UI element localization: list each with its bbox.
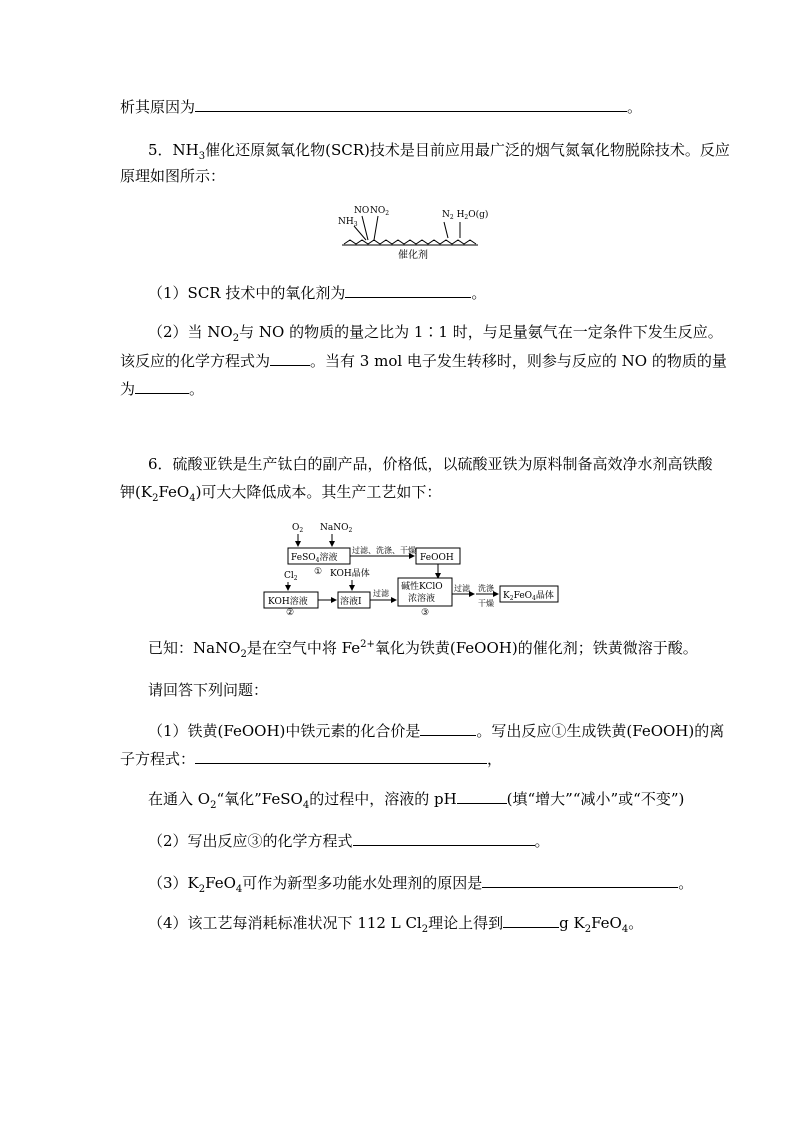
q5-part2-line3: 为 。	[120, 380, 205, 398]
q6-text-line2: 钾$(K_2FeO_4)$可大大降低成本。其生产工艺如下：	[120, 483, 442, 504]
no-label: NO	[354, 206, 370, 216]
q5-part2-line1: （2）当 $NO_2$与 NO 的物质的量之比为 1∶1 时，与足量氨气在一定条件下发生反应。	[148, 323, 723, 344]
line-suffix: 。	[627, 98, 643, 116]
q6-part1-line3: 在通入 $O_2“$氧化”FeSO$_4$的过程中，溶液的 pH (填“增大”“减小”或“不变”)	[148, 790, 685, 811]
products-label: $N_2$ $H_2O(g)$	[442, 210, 489, 221]
feso4-label: FeSO$_4$溶液	[291, 553, 338, 564]
arrow-nh3	[354, 226, 366, 240]
nano2-label: NaNO$_2$	[320, 523, 353, 534]
o2-label: $O_2$	[292, 523, 304, 534]
arrow-n2	[444, 222, 448, 238]
cl2-label: $Cl_2$	[284, 571, 298, 582]
answer-blank[interactable]	[195, 96, 627, 112]
q5-part2-line2: 该反应的化学方程式为 。当有 3 mol 电子发生转移时，则参与反应的 NO 的物质的量	[120, 352, 727, 370]
q6-part1-line2: 子方程式： ，	[120, 750, 503, 768]
kclo-label-line1: 碱性KClO	[401, 582, 443, 592]
answer-blank[interactable]	[195, 748, 487, 764]
circle-1: ①	[314, 567, 323, 577]
please-answer: 请回答下列问题：	[148, 681, 269, 699]
no2-label: $NO_2$	[370, 206, 390, 217]
kclo-label-line2: 浓溶液	[408, 594, 436, 604]
catalyst-label: 催化剂	[398, 250, 428, 261]
arrow-no2	[374, 216, 378, 240]
answer-blank[interactable]	[482, 872, 678, 888]
koh-solution-label: KOH溶液	[268, 597, 308, 607]
answer-blank[interactable]	[135, 378, 189, 394]
q6-part4: （4）该工艺每消耗标准状况下 112 L $Cl_2$理论上得到 g $K_2FeO_4$。	[148, 914, 644, 935]
filter2-label: 过滤	[454, 584, 470, 593]
answer-blank[interactable]	[345, 282, 471, 298]
q6-part1-line1: （1）铁黄(FeOOH)中铁元素的化合价是 。写出反应①生成铁黄(FeOOH)的离	[148, 722, 725, 740]
answer-blank[interactable]	[503, 912, 559, 928]
koh-crystal-label: KOH晶体	[330, 569, 370, 579]
q5-text-line1: 5．$NH_3$催化还原氮氧化物(SCR)技术是目前应用最广泛的烟气氮氧化物脱除技术。反应	[148, 141, 730, 162]
process-flow-diagram	[256, 516, 566, 616]
answer-blank[interactable]	[457, 788, 507, 804]
answer-blank[interactable]	[353, 830, 535, 846]
answer-blank[interactable]	[420, 720, 476, 736]
step1-label: 过滤、洗涤、干燥	[352, 546, 416, 555]
catalyst-surface	[344, 240, 476, 244]
q5-part1: （1）SCR 技术中的氧化剂为 。	[148, 284, 487, 302]
feooh-label: FeOOH	[420, 553, 454, 563]
text-line	[120, 96, 642, 117]
scr-reaction-diagram	[336, 200, 489, 262]
dry-label: 干燥	[478, 599, 494, 608]
answer-blank[interactable]	[270, 350, 310, 366]
solution1-label: 溶液I	[340, 597, 362, 607]
q5-text-line2: 原理如图所示：	[120, 167, 226, 185]
wash-label: 洗涤	[478, 584, 494, 593]
nh3-label: $NH_3$	[338, 217, 358, 228]
q6-part3: $(3)K_2FeO_4$可作为新型多功能水处理剂的原因是 。	[148, 874, 694, 895]
line-prefix: 析其原因为	[120, 98, 196, 116]
q6-text-line1: 6．硫酸亚铁是生产钛白的副产品，价格低，以硫酸亚铁为原料制备高效净水剂高铁酸	[148, 455, 713, 473]
circle-3: ③	[421, 608, 430, 618]
known-info: 已知：NaNO$_2$是在空气中将 $Fe^{2+}$氧化为铁黄(FeOOH)的催化剂；铁黄微溶于酸。	[148, 639, 698, 660]
filter1-label: 过滤	[373, 589, 389, 598]
circle-2: ②	[286, 608, 295, 618]
product-label: $K_2FeO_4$晶体	[503, 591, 554, 602]
q6-part2: （2）写出反应③的化学方程式 。	[148, 832, 550, 850]
